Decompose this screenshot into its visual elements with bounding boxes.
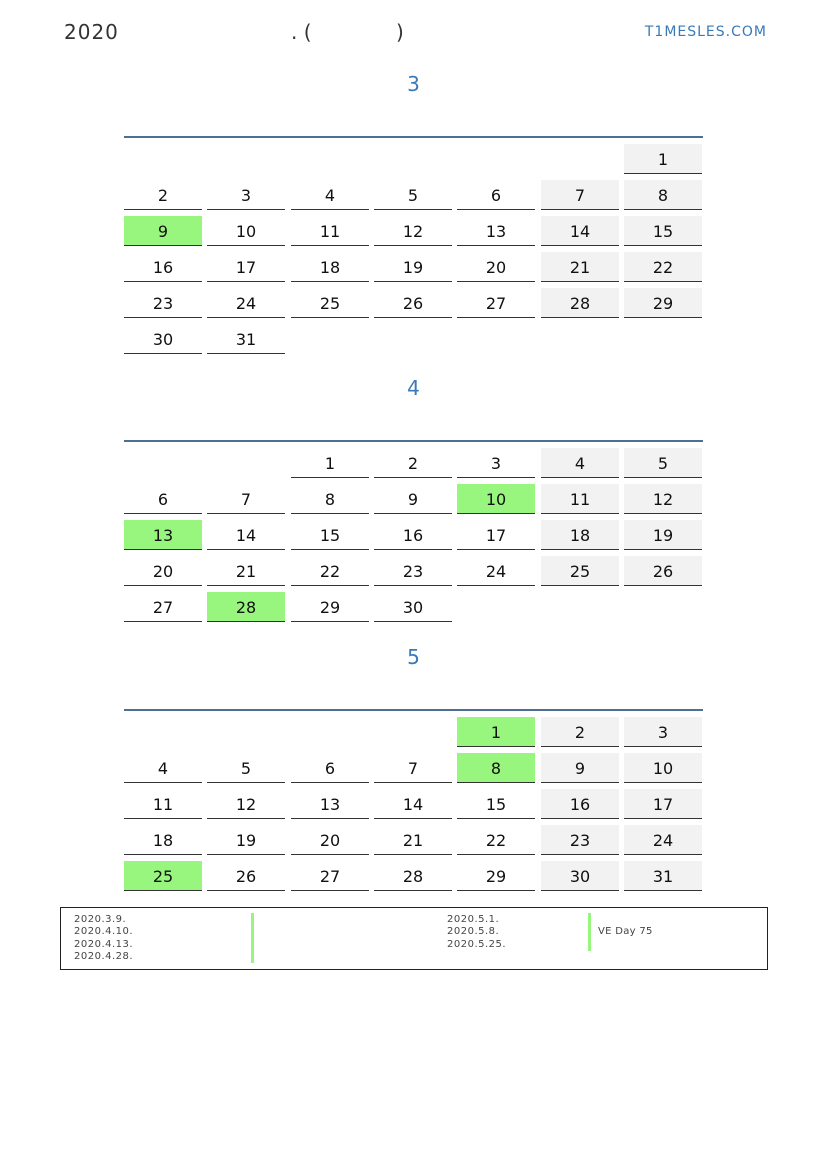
calendar-day: 20 (124, 556, 202, 586)
calendar-day: 19 (624, 520, 702, 550)
legend-color-bar (251, 913, 254, 963)
legend-right-dates (447, 914, 506, 951)
calendar-day: 28 (541, 288, 619, 318)
calendar-day: 24 (457, 556, 535, 586)
legend-date: 2020.4.10. (74, 926, 134, 938)
calendar-day: 18 (541, 520, 619, 550)
calendar-day: 30 (374, 592, 452, 622)
calendar-day: 22 (291, 556, 369, 586)
calendar-day: 5 (207, 753, 285, 783)
calendar-day: 29 (457, 861, 535, 891)
calendar-day: 8 (624, 180, 702, 210)
calendar-day: 5 (374, 180, 452, 210)
calendar-day: 23 (541, 825, 619, 855)
calendar-day: 12 (207, 789, 285, 819)
calendar-day: 18 (291, 252, 369, 282)
calendar-day: 9 (541, 753, 619, 783)
calendar-day: 29 (624, 288, 702, 318)
calendar-day: 12 (374, 216, 452, 246)
calendar-day: 27 (124, 592, 202, 622)
header-punct-open: . ( (291, 20, 312, 44)
calendar-day: 10 (457, 484, 535, 514)
calendar-day: 4 (541, 448, 619, 478)
calendar-day: 20 (457, 252, 535, 282)
calendar-day: 14 (374, 789, 452, 819)
calendar-day: 13 (124, 520, 202, 550)
calendar-day: 1 (624, 144, 702, 174)
calendar-day: 27 (291, 861, 369, 891)
calendar-day: 16 (541, 789, 619, 819)
calendar-day: 14 (541, 216, 619, 246)
calendar-day: 19 (374, 252, 452, 282)
calendar-day: 17 (457, 520, 535, 550)
calendar-day: 29 (291, 592, 369, 622)
calendar-day: 7 (541, 180, 619, 210)
site-link[interactable]: T1MESLES.COM (644, 24, 767, 40)
calendar-day: 6 (291, 753, 369, 783)
month-title: 3 (407, 72, 420, 96)
calendar-day: 26 (624, 556, 702, 586)
calendar-day: 19 (207, 825, 285, 855)
calendar-day: 5 (624, 448, 702, 478)
legend-date: 2020.3.9. (74, 914, 127, 925)
calendar-day: 24 (624, 825, 702, 855)
calendar-day: 10 (207, 216, 285, 246)
calendar-day: 4 (124, 753, 202, 783)
legend-left-dates (74, 914, 133, 963)
calendar-day: 13 (457, 216, 535, 246)
calendar-day: 26 (374, 288, 452, 318)
calendar-day: 17 (207, 252, 285, 282)
calendar-day: 26 (207, 861, 285, 891)
month-rule (124, 709, 703, 711)
calendar-day: 10 (624, 753, 702, 783)
calendar-day: 21 (374, 825, 452, 855)
calendar-day: 9 (124, 216, 202, 246)
calendar-day: 1 (291, 448, 369, 478)
calendar-day: 8 (291, 484, 369, 514)
calendar-day: 28 (374, 861, 452, 891)
calendar-day: 15 (457, 789, 535, 819)
calendar-day: 4 (291, 180, 369, 210)
month-rule (124, 136, 703, 138)
month-rule (124, 440, 703, 442)
month-title: 4 (407, 376, 420, 400)
calendar-day: 16 (124, 252, 202, 282)
calendar-day: 15 (291, 520, 369, 550)
calendar-day: 21 (207, 556, 285, 586)
calendar-day: 11 (124, 789, 202, 819)
calendar-day: 2 (541, 717, 619, 747)
legend-date: 2020.5.25. (447, 938, 507, 950)
calendar-day: 3 (624, 717, 702, 747)
legend-date: 2020.4.28. (74, 950, 134, 962)
calendar-day: 3 (457, 448, 535, 478)
month-title: 5 (407, 645, 420, 669)
calendar-day: 18 (124, 825, 202, 855)
calendar-day: 20 (291, 825, 369, 855)
calendar-day: 31 (624, 861, 702, 891)
calendar-day: 2 (374, 448, 452, 478)
calendar-day: 21 (541, 252, 619, 282)
calendar-day: 13 (291, 789, 369, 819)
calendar-day: 22 (457, 825, 535, 855)
calendar-day: 27 (457, 288, 535, 318)
calendar-day: 11 (541, 484, 619, 514)
calendar-day: 28 (207, 592, 285, 622)
calendar-day: 25 (124, 861, 202, 891)
calendar-day: 30 (541, 861, 619, 891)
calendar-day: 9 (374, 484, 452, 514)
calendar-day: 23 (374, 556, 452, 586)
calendar-day: 16 (374, 520, 452, 550)
holiday-legend (60, 907, 768, 970)
legend-color-bar (588, 913, 591, 951)
calendar-day: 25 (541, 556, 619, 586)
calendar-day: 7 (207, 484, 285, 514)
calendar-day: 22 (624, 252, 702, 282)
calendar-day: 1 (457, 717, 535, 747)
calendar-day: 31 (207, 324, 285, 354)
calendar-day: 12 (624, 484, 702, 514)
legend-date: 2020.5.8. (447, 926, 500, 938)
calendar-day: 6 (124, 484, 202, 514)
legend-date: 2020.4.13. (74, 938, 134, 950)
header-year: 2020 (64, 20, 119, 44)
calendar-day: 15 (624, 216, 702, 246)
calendar-day: 6 (457, 180, 535, 210)
calendar-day: 8 (457, 753, 535, 783)
calendar-day: 17 (624, 789, 702, 819)
calendar-day: 11 (291, 216, 369, 246)
calendar-day: 3 (207, 180, 285, 210)
calendar-day: 23 (124, 288, 202, 318)
calendar-day: 30 (124, 324, 202, 354)
header-title-punctuation (291, 20, 411, 44)
calendar-day: 14 (207, 520, 285, 550)
legend-date: 2020.5.1. (447, 914, 500, 925)
calendar-day: 7 (374, 753, 452, 783)
calendar-day: 24 (207, 288, 285, 318)
header-punct-close: ) (396, 20, 404, 44)
calendar-day: 25 (291, 288, 369, 318)
calendar-day: 2 (124, 180, 202, 210)
legend-note-ve-day: VE Day 75 (598, 926, 653, 937)
